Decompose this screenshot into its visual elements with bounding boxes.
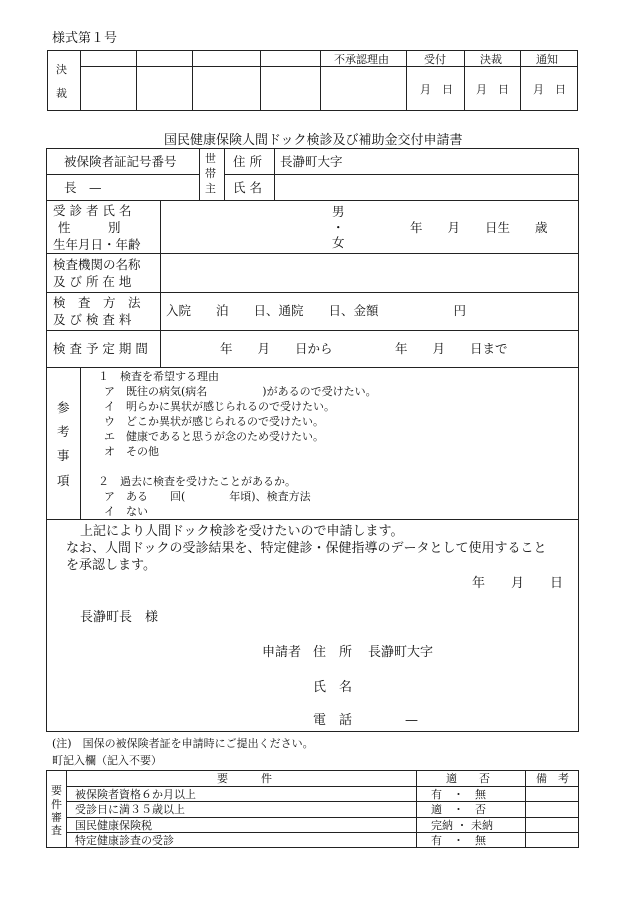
office-row-2-requirement: 受診日に満３５歳以上 <box>75 803 185 816</box>
notes-line-2: ア 既往の病気(病名 )があるので受けたい。 <box>104 385 377 398</box>
method-label-2: 及 び 検 査 料 <box>53 312 132 327</box>
applicant-address-value: 長瀞町大字 <box>368 645 434 660</box>
notes-line-9: イ ない <box>104 505 148 518</box>
name-label: 氏 名 <box>233 180 262 195</box>
approval-date-received: 月 日 <box>420 83 453 96</box>
office-row-4-result: 有 ・ 無 <box>431 834 486 847</box>
notes-side-label-2: 考 <box>57 424 70 439</box>
addressee: 長瀞町長 様 <box>80 610 159 625</box>
approval-date-notice: 月 日 <box>533 83 566 96</box>
office-header-eligibility: 適 否 <box>446 772 490 785</box>
declaration-line-2: なお、人間ドックの受診結果を、特定健診・保健指導のデータとして使用すること <box>66 541 547 556</box>
approval-header-reason: 不承認理由 <box>334 53 389 66</box>
notes-line-1: １ 検査を希望する理由 <box>98 370 219 383</box>
declaration-line-3: を承認します。 <box>66 558 156 573</box>
approval-date-decision: 月 日 <box>476 83 509 96</box>
notes-line-5: エ 健康であると思うが念のため受けたい。 <box>104 430 324 443</box>
household-head-label-3: 主 <box>205 182 216 195</box>
applicant-phone-label: 電 話 <box>313 713 353 728</box>
approval-header-notice: 通知 <box>536 53 558 66</box>
household-head-label-1: 世 <box>205 152 216 165</box>
approval-side-label-2: 裁 <box>56 87 67 100</box>
birth-date-age: 年 月 日生 歳 <box>410 220 548 235</box>
form-title: 国民健康保険人間ドック検診及び補助金交付申請書 <box>164 133 463 148</box>
notes-line-6: オ その他 <box>104 445 159 458</box>
examinee-label-dob: 生年月日・年齢 <box>53 237 141 252</box>
address-label: 住 所 <box>233 154 262 169</box>
office-row-3-requirement: 国民健康保険税 <box>75 819 152 832</box>
institution-label-1: 検査機関の名称 <box>53 257 141 272</box>
card-number-value: 長 — <box>64 180 102 195</box>
office-row-4-requirement: 特定健康診査の受診 <box>75 834 174 847</box>
office-row-1-result: 有 ・ 無 <box>431 788 486 801</box>
declaration-line-1: 上記により人間ドック検診を受けたいので申請します。 <box>80 524 404 539</box>
office-row-3-result: 完納 ・ 未納 <box>431 819 493 832</box>
office-side-label-3: 審 <box>51 811 62 824</box>
sex-female: 女 <box>332 235 345 250</box>
sex-separator: ・ <box>332 220 345 235</box>
sex-male: 男 <box>332 204 345 219</box>
notes-side-label-3: 事 <box>57 448 70 463</box>
approval-header-received: 受付 <box>424 53 446 66</box>
household-head-label-2: 帯 <box>205 167 216 180</box>
examinee-label-name: 受 診 者 氏 名 <box>53 203 132 218</box>
office-side-label-1: 要 <box>51 784 62 797</box>
office-row-1-requirement: 被保険者資格６か月以上 <box>75 788 196 801</box>
schedule-value: 年 月 日から 年 月 日まで <box>220 341 508 356</box>
notes-side-label-4: 項 <box>57 473 70 488</box>
footnote: (注) 国保の被保険者証を申請時にご提出ください。 <box>52 737 314 750</box>
card-number-label: 被保険者証記号番号 <box>64 154 177 169</box>
notes-side-label-1: 参 <box>57 400 70 415</box>
applicant-name-label: 氏 名 <box>313 680 353 695</box>
declaration-date: 年 月 日 <box>472 576 564 591</box>
notes-line-7: ２ 過去に検査を受けたことがあるか。 <box>98 475 296 488</box>
notes-line-4: ウ どこか異状が感じられるので受けたい。 <box>104 415 324 428</box>
applicant-address-label: 住 所 <box>313 645 353 660</box>
notes-line-3: イ 明らかに異状が感じられるので受けたい。 <box>104 400 335 413</box>
office-side-label-2: 件 <box>51 798 62 811</box>
applicant-label: 申請者 <box>262 645 302 660</box>
institution-label-2: 及 び 所 在 地 <box>53 274 132 289</box>
method-value: 入院 泊 日、通院 日、金額 円 <box>166 303 467 318</box>
office-header-requirement: 要 件 <box>217 772 272 785</box>
form-number: 様式第１号 <box>52 31 118 46</box>
office-row-2-result: 適 ・ 否 <box>431 803 486 816</box>
schedule-label: 検 査 予 定 期 間 <box>53 341 148 356</box>
office-side-label-4: 査 <box>51 824 62 837</box>
notes-line-8: ア ある 回( 年頃)、検査方法 <box>104 490 311 503</box>
examinee-label-sex: 性 別 <box>58 220 121 235</box>
approval-header-decision: 決裁 <box>480 53 502 66</box>
approval-side-label-1: 決 <box>56 63 67 76</box>
address-value: 長瀞町大字 <box>280 154 343 169</box>
method-label-1: 検 査 方 法 <box>53 295 141 310</box>
applicant-phone-value: — <box>405 713 418 728</box>
office-header-remarks: 備 考 <box>536 772 569 785</box>
office-use-label: 町記入欄（記入不要） <box>52 754 162 767</box>
